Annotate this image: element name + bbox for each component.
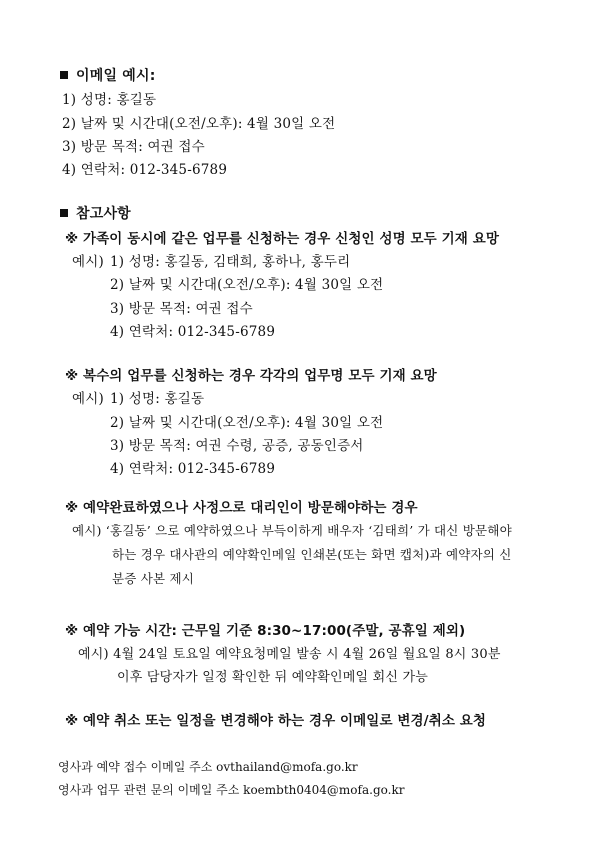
- hours-note-line: 이후 담당자가 일정 확인한 뒤 예약확인메일 회신 가능: [117, 670, 429, 685]
- email-example-item: 4) 연락처: 012-345-6789: [62, 162, 228, 178]
- email-example-heading: 이메일 예시:: [60, 67, 156, 85]
- family-example-item: 4) 연락처: 012-345-6789: [110, 324, 276, 340]
- proxy-note-line: 예시) ‘홍길동’ 으로 예약하였으나 부득이하게 배우자 ‘김태희’ 가 대신 방문해야: [72, 523, 512, 538]
- family-note-title: ※ 가족이 동시에 같은 업무를 신청하는 경우 신청인 성명 모두 기재 요망: [65, 231, 499, 247]
- reservation-email-line: 영사과 예약 접수 이메일 주소 ovthailand@mofa.go.kr: [58, 760, 358, 774]
- hours-note-line: 예시) 4월 24일 토요일 예약요청메일 발송 시 4월 26일 월요일 8시 30분: [78, 647, 501, 662]
- multiple-example-item: 3) 방문 목적: 여권 수령, 공증, 공동인증서: [110, 438, 364, 454]
- example-prefix: 예시): [72, 254, 104, 270]
- inquiry-email-line: 영사과 업무 관련 문의 이메일 주소 koembth0404@mofa.go.kr: [58, 783, 405, 797]
- multiple-example-item: 2) 날짜 및 시간대(오전/오후): 4월 30일 오전: [110, 415, 384, 431]
- cancel-note-title: ※ 예약 취소 또는 일정을 변경해야 하는 경우 이메일로 변경/취소 요청: [65, 713, 487, 729]
- hours-note-title: ※ 예약 가능 시간: 근무일 기준 8:30~17:00(주말, 공휴일 제외): [65, 623, 466, 639]
- family-example-item: 3) 방문 목적: 여권 접수: [110, 301, 253, 317]
- example-prefix: 예시): [72, 391, 104, 407]
- proxy-note-line: 분증 사본 제시: [112, 571, 194, 586]
- multiple-example-item: 4) 연락처: 012-345-6789: [110, 461, 276, 477]
- proxy-note-title: ※ 예약완료하였으나 사정으로 대리인이 방문해야하는 경우: [65, 500, 418, 516]
- square-bullet-icon: [60, 209, 68, 217]
- family-example-item: 2) 날짜 및 시간대(오전/오후): 4월 30일 오전: [110, 277, 384, 293]
- multiple-example-item: 1) 성명: 홍길동: [110, 391, 205, 407]
- email-example-item: 2) 날짜 및 시간대(오전/오후): 4월 30일 오전: [62, 116, 336, 132]
- email-example-item: 3) 방문 목적: 여권 접수: [62, 139, 205, 155]
- email-example-item: 1) 성명: 홍길동: [62, 92, 157, 108]
- notes-heading: 참고사항: [60, 205, 131, 223]
- proxy-note-line: 하는 경우 대사관의 예약확인메일 인쇄본(또는 화면 캡처)과 예약자의 신: [112, 547, 512, 562]
- square-bullet-icon: [60, 71, 68, 79]
- multiple-note-title: ※ 복수의 업무를 신청하는 경우 각각의 업무명 모두 기재 요망: [65, 368, 437, 384]
- family-example-item: 1) 성명: 홍길동, 김태희, 홍하나, 홍두리: [110, 254, 351, 270]
